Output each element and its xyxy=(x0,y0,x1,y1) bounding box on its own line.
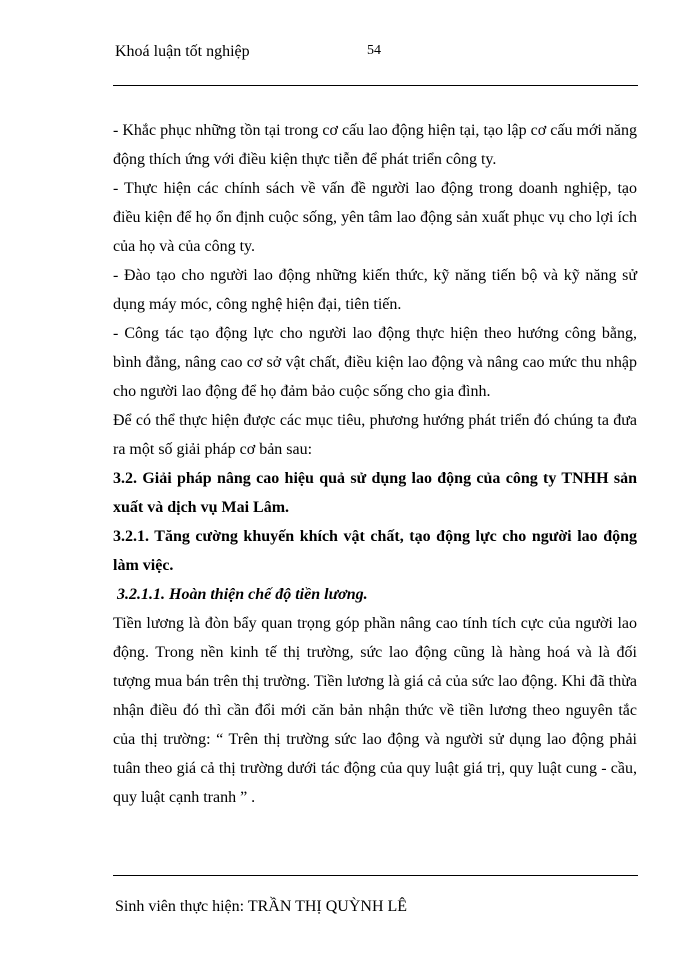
bullet-3: - Đào tạo cho người lao động những kiến thức, kỹ năng tiến bộ và kỹ năng sử dụng máy móc, công nghệ hiện đại, tiên tiến. xyxy=(113,267,637,313)
thesis-title: Khoá luận tốt nghiệp xyxy=(115,43,250,60)
bullet-1: - Khắc phục những tồn tại trong cơ cấu lao động hiện tại, tạo lập cơ cấu mới năng động thích ứng với điều kiện thực tiễn để phát triển công ty. xyxy=(113,122,637,168)
page-number: 54 xyxy=(367,43,381,58)
section-heading-3-2-1: 3.2.1. Tăng cường khuyến khích vật chất, tạo động lực cho người lao động làm việc. xyxy=(113,528,637,574)
page-body xyxy=(113,116,637,812)
section-heading-3-2-1-1: 3.2.1.1. Hoàn thiện chế độ tiền lương. xyxy=(117,586,368,603)
bullet-2: - Thực hiện các chính sách về vấn đề người lao động trong doanh nghiệp, tạo điều kiện để họ ổn định cuộc sống, yên tâm lao động sản xuất phục vụ cho lợi ích của họ và của công ty. xyxy=(113,180,637,255)
section-heading-3-2: 3.2. Giải pháp nâng cao hiệu quả sử dụng lao động của công ty TNHH sản xuất và dịch vụ Mai Lâm. xyxy=(113,470,637,516)
header-divider xyxy=(113,85,638,86)
intro-paragraph: Để có thể thực hiện được các mục tiêu, phương hướng phát triển đó chúng ta đưa ra một số giải pháp cơ bản sau: xyxy=(113,412,637,458)
footer-author: Sinh viên thực hiện: TRẦN THỊ QUỲNH LÊ xyxy=(115,898,408,915)
wage-paragraph: Tiền lương là đòn bẩy quan trọng góp phần nâng cao tính tích cực của người lao động. Trong nền kinh tế thị trường, sức lao động cũng là hàng hoá và là đối tượng mua bán trên thị trường. Tiền lương là giá cả của sức lao động. Khi đã thừa nhận điều đó thì cần đổi mới căn bản nhận thức về tiền lương theo nguyên tắc của thị trường: “ Trên thị trường sức lao động và người sử dụng lao động phải tuân theo giá cả thị trường dưới tác động của quy luật giá trị, quy luật cung - cầu, quy luật cạnh tranh ” . xyxy=(113,615,637,806)
footer-divider xyxy=(113,875,638,876)
bullet-4: - Công tác tạo động lực cho người lao động thực hiện theo hướng công bằng, bình đẳng, nâng cao cơ sở vật chất, điều kiện lao động và nâng cao mức thu nhập cho người lao động để họ đảm bảo cuộc sống cho gia đình. xyxy=(113,325,637,400)
